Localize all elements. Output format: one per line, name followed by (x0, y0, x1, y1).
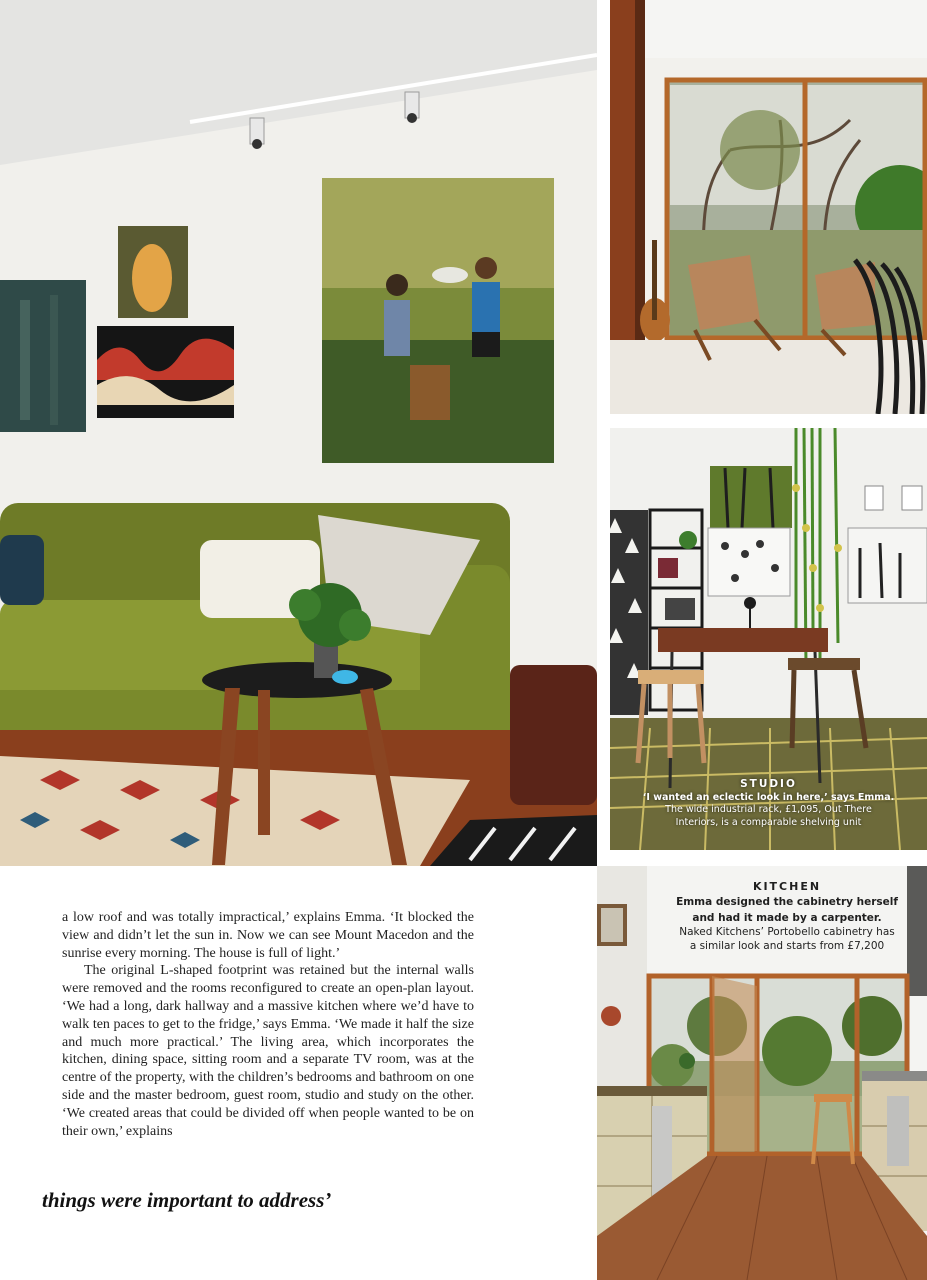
studio-caption-heading: STUDIO (740, 778, 797, 790)
kitchen-photo (597, 866, 927, 1280)
dining-photo (610, 0, 927, 414)
living-room-photo (0, 0, 597, 866)
kitchen-caption-bold-line-1: Emma designed the cabinetry herself (676, 896, 898, 908)
article-paragraph-2: The original L-shaped footprint was retained but the internal walls were removed and the rooms reconfigured to create an open-plan layout. ‘We had a long, dark hallway and a massive kitchen where we’d have to walk ten paces to get to the fridge,’ says Emma. ‘We made it half the size and much more practical.’ The living area, which incorporates the kitchen, dining space, sitting room and a separate TV room, was at the centre of the property, with the children’s bedrooms and bathroom on one side and the master bedroom, guest room, studio and study on the other. ‘We created areas that could be divided off when people wanted to be on their own,’ explains (62, 963, 474, 1139)
article-body (62, 909, 474, 1140)
kitchen-caption (647, 880, 927, 953)
studio-caption-line-2: Interiors, is a comparable shelving unit (675, 817, 862, 828)
studio-caption-quote: ‘I wanted an eclectic look in here,’ says Emma. (642, 792, 895, 803)
kitchen-caption-bold-line-2: and had it made by a carpenter. (692, 912, 882, 924)
kitchen-caption-line-2: a similar look and starts from £7,200 (689, 940, 885, 952)
pull-quote: things were important to address’ (42, 1188, 332, 1212)
kitchen-caption-heading: KITCHEN (752, 880, 822, 893)
article-paragraph-1: a low roof and was totally impractical,’ explains Emma. ‘It blocked the view and didn’t let the sun in. Now we can see Mount Macedon and the sunrise every morning. The house is full of light.’ (62, 910, 474, 961)
studio-caption-line-1: The wide industrial rack, £1,095, Out There (665, 804, 872, 815)
studio-caption (610, 778, 927, 829)
kitchen-caption-line-1: Naked Kitchens’ Portobello cabinetry has (679, 926, 895, 938)
studio-photo (610, 428, 927, 850)
